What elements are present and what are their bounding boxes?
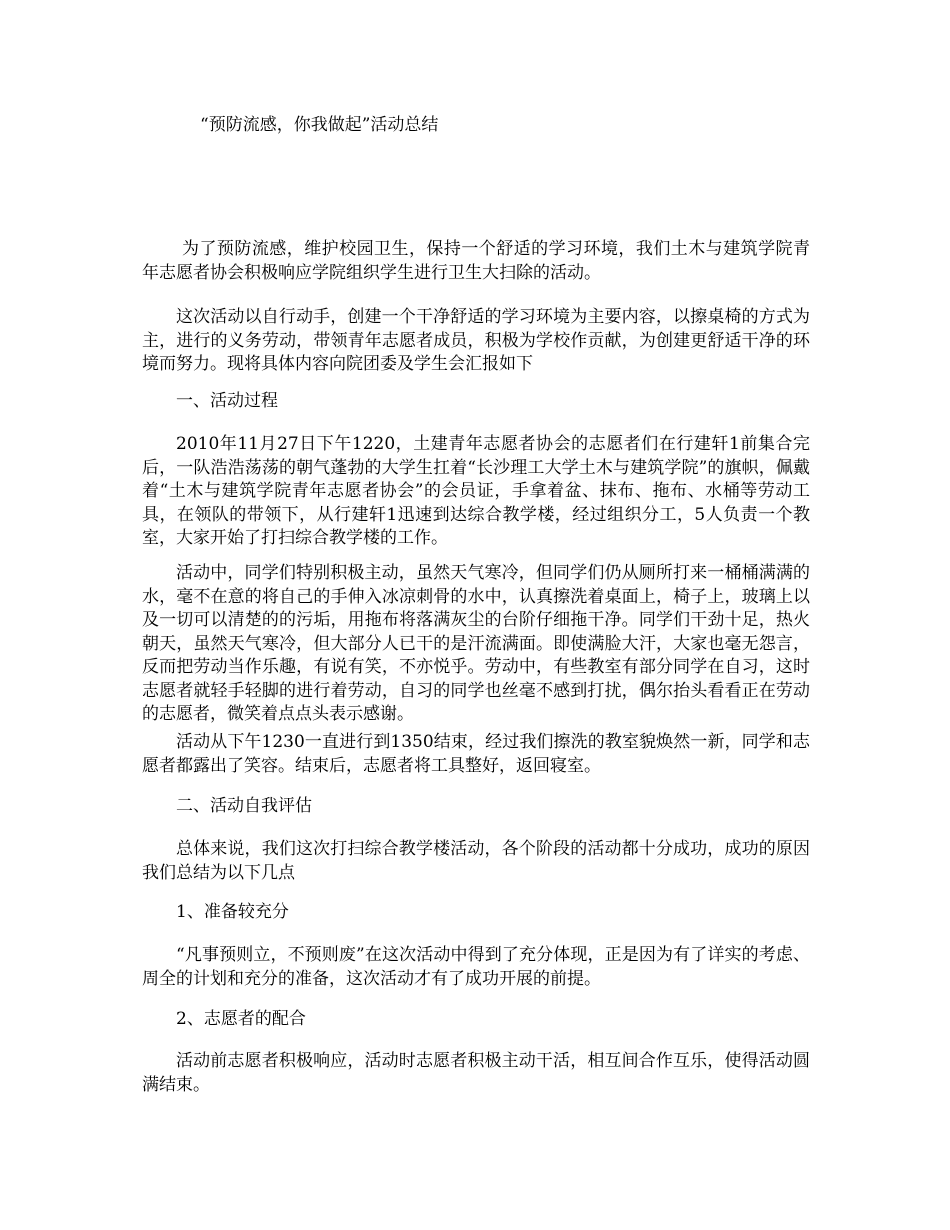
subheading-cooperation: 2、志愿者的配合 [176,1009,306,1029]
evaluation-paragraph: 总体来说，我们这次打扫综合教学楼活动，各个阶段的活动都十分成功，成功的原因我们总结为以下几点 [142,839,810,883]
document-title: “预防流感，你我做起”活动总结 [200,115,439,135]
activity-end-paragraph: 活动从下午1230一直进行到1350结束，经过我们擦洗的教室貌焕然一新，同学和志愿者都露出了笑容。结束后，志愿者将工具整好，返回寝室。 [142,732,810,776]
process-paragraph: 2010年11月27日下午1220，土建青年志愿者协会的志愿者们在行建轩1前集合完后，一队浩浩荡荡的朝气蓬勃的大学生扛着“长沙理工大学土木与建筑学院”的旗帜，佩戴着“土木与建筑学院青年志愿者协会”的会员证，手拿着盆、抹布、拖布、水桶等劳动工具，在领队的带领下，从行建轩1迅速到达综合教学楼，经过组织分工，5人负责一个教室，大家开始了打扫综合教学楼的工作。 [142,434,810,548]
cooperation-paragraph: 活动前志愿者积极响应，活动时志愿者积极主动干活，相互间合作互乐，使得活动圆满结束。 [142,1051,810,1095]
intro-paragraph: 为了预防流感，维护校园卫生，保持一个舒适的学习环境，我们土木与建筑学院青年志愿者协会积极响应学院组织学生进行卫生大扫除的活动。 [142,239,810,283]
activity-detail-paragraph: 活动中，同学们特别积极主动，虽然天气寒冷，但同学们仍从厕所打来一桶桶满满的水，毫不在意的将自己的手伸入冰凉刺骨的水中，认真擦洗着桌面上，椅子上，玻璃上以及一切可以清楚的的污垢，用拖布将落满灰尘的台阶仔细拖干净。同学们干劲十足，热火朝天，虽然天气寒冷，但大部分人已干的是汗流满面。即使满脸大汗，大家也毫无怨言，反而把劳动当作乐趣，有说有笑，不亦悦乎。劳动中，有些教室有部分同学在自习，这时志愿者就轻手轻脚的进行着劳动，自习的同学也丝毫不感到打扰，偶尔抬头看看正在劳动的志愿者，微笑着点点头表示感谢。 [142,563,810,724]
preparation-paragraph: “凡事预则立，不预则废”在这次活动中得到了充分体现，正是因为有了详实的考虑、周全的计划和充分的准备，这次活动才有了成功开展的前提。 [142,945,810,989]
section-heading-process: 一、活动过程 [176,391,278,411]
subheading-preparation: 1、准备较充分 [176,902,289,922]
section-heading-evaluation: 二、活动自我评估 [176,796,312,816]
activity-description-paragraph: 这次活动以自行动手，创建一个干净舒适的学习环境为主要内容，以擦桌椅的方式为主，进行的义务劳动，带领青年志愿者成员，积极为学校作贡献，为创建更舒适干净的环境而努力。现将具体内容向院团委及学生会汇报如下 [142,307,810,374]
